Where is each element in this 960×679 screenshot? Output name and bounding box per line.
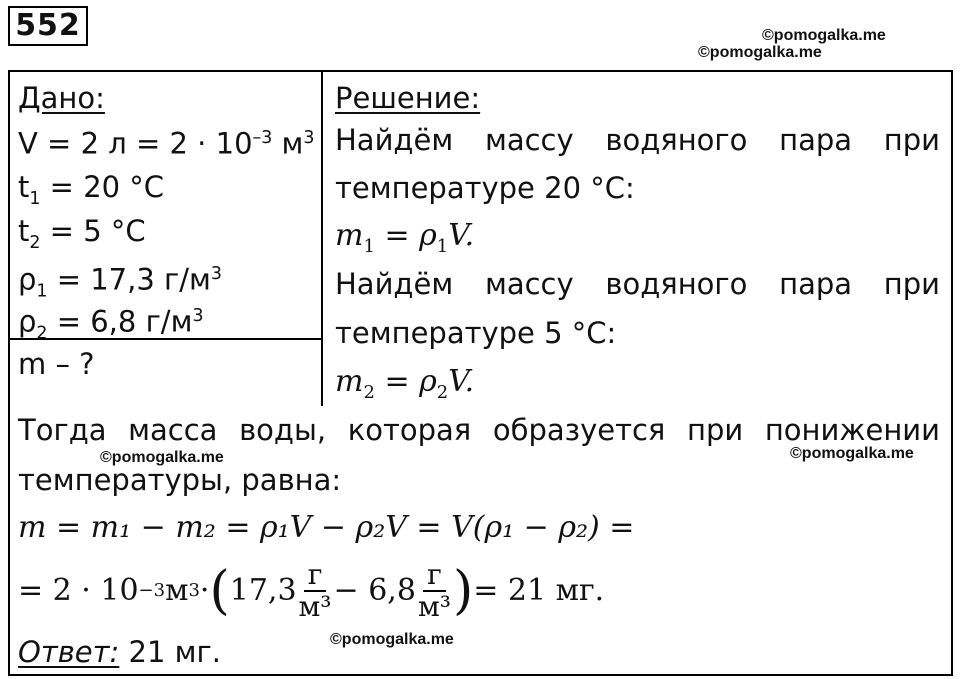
solution-paragraph-2: Найдём массу водяного пара при: [335, 267, 940, 301]
watermark: ©pomogalka.me: [330, 631, 454, 648]
find-quantity: m – ?: [18, 347, 95, 381]
given-t1: $t_1 = 20$ °C: [18, 170, 165, 209]
given-t2: $t_2 = 5$ °C: [18, 214, 146, 253]
solution-title: Решение:: [335, 81, 481, 115]
given-rho2: $\rho_2 = 6,8$ $г/м^3$: [18, 304, 204, 344]
solution-paragraph-1: Найдём массу водяного пара при: [335, 123, 940, 157]
watermark: ©pomogalka.me: [100, 449, 224, 466]
equation-m2: $m_2 = \rho_2V$.: [335, 364, 475, 403]
given-title: Дано:: [18, 81, 105, 115]
equation-m1: $m_1 = \rho_1V$.: [335, 218, 475, 257]
watermark: ©pomogalka.me: [790, 445, 914, 462]
watermark: ©pomogalka.me: [698, 44, 822, 61]
column-divider: [321, 70, 323, 406]
answer: Ответ: 21 мг.: [18, 635, 221, 669]
problem-number: 552: [8, 6, 88, 46]
solution-paragraph-3-line2: температуры, равна:: [18, 463, 342, 497]
equation-mass-numeric: = 2 · 10 −3 м 3 · ( 17,3 $\frac{г}{\text{м³}}$ − 6,8 $\frac{г}{\text{м³}}$ ) = 21 мг.: [18, 558, 605, 623]
solution-paragraph-2-line2: температуре 5 °C:: [335, 316, 617, 350]
solution-paragraph-3: Тогда масса воды, которая образуется при понижении: [18, 413, 940, 447]
given-volume: V = 2 $л = 2 \cdot 10^{-3}$ $м^3$: [18, 126, 315, 161]
watermark: ©pomogalka.me: [762, 27, 886, 44]
given-rho1: $\rho_1 = 17,3$ $г/м^3$: [18, 262, 222, 302]
equation-mass-formula: m = m₁ − m₂ = ρ₁V − ρ₂V = V(ρ₁ − ρ₂) =: [18, 510, 635, 545]
solution-paragraph-1-line2: температуре 20 °C:: [335, 171, 635, 205]
